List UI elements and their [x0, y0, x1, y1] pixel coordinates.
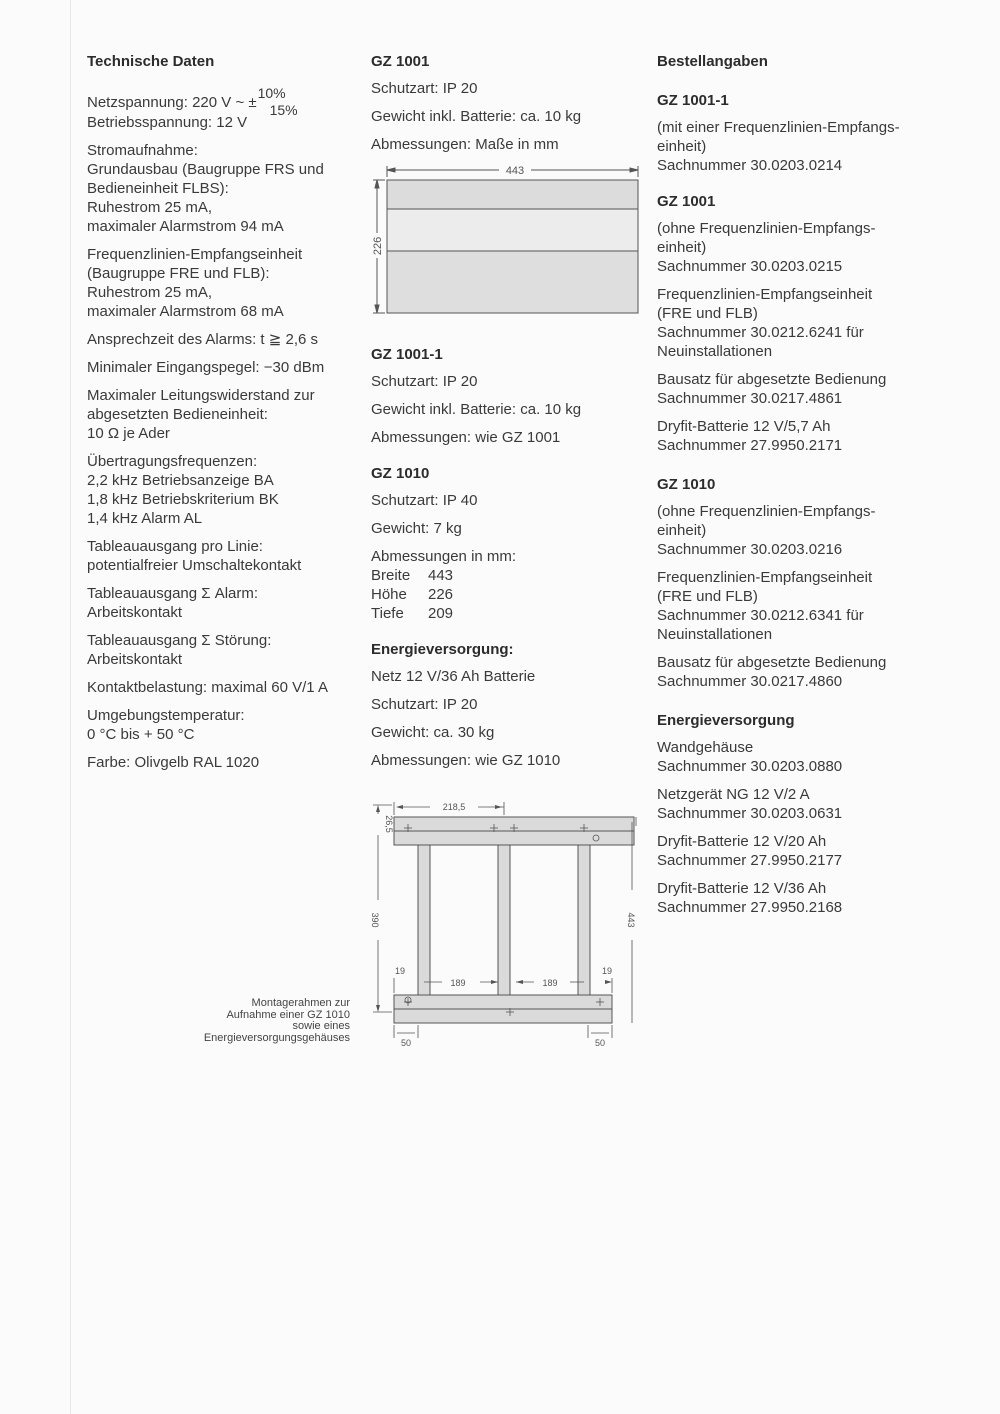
min-input-level: Minimaler Eingangspegel: −30 dBm	[87, 359, 325, 376]
order-power-heading: Energieversorgung	[657, 712, 795, 729]
dim-depth: Tiefe 209	[371, 605, 454, 622]
order-battery-36ah: Dryfit-Batterie 12 V/36 Ah Sachnummer 27.9950.2168	[657, 880, 843, 916]
order-battery-20ah: Dryfit-Batterie 12 V/20 Ah Sachnummer 27.9950.2177	[657, 833, 843, 869]
dim-26-5: 26,5	[384, 815, 394, 833]
page-fold-line	[70, 0, 71, 1414]
mounting-frame-diagram	[368, 800, 640, 1050]
technical-data-column	[87, 52, 357, 781]
operating-voltage: Betriebsspannung: 12 V	[87, 114, 248, 131]
order-power-unit: Netzgerät NG 12 V/2 A Sachnummer 30.0203.0631	[657, 786, 843, 822]
color-spec: Farbe: Olivgelb RAL 1020	[87, 754, 260, 771]
tableau-output-alarm: Tableauausgang Σ Alarm: Arbeitskontakt	[87, 585, 259, 621]
dim-443: 443	[626, 912, 636, 928]
gz1001-weight: Gewicht inkl. Batterie: ca. 10 kg	[371, 108, 582, 125]
gz1001-1-weight: Gewicht inkl. Batterie: ca. 10 kg	[371, 401, 582, 418]
tableau-output-line: Tableauausgang pro Linie: potentialfreier Umschaltekontakt	[87, 538, 302, 574]
gz1001-1-heading: GZ 1001-1	[371, 346, 443, 363]
tableau-output-fault: Tableauausgang Σ Störung: Arbeitskontakt	[87, 632, 272, 668]
order-gz1001-base: (ohne Frequenzlinien-Empfangs- einheit) Sachnummer 30.0203.0215	[657, 220, 876, 275]
frame-right-post	[578, 845, 590, 995]
order-gz1001-battery: Dryfit-Batterie 12 V/5,7 Ah Sachnummer 27.9950.2171	[657, 418, 843, 454]
technical-data-heading: Technische Daten	[87, 53, 215, 70]
order-gz1010-base: (ohne Frequenzlinien-Empfangs- einheit) Sachnummer 30.0203.0216	[657, 503, 876, 558]
frame-left-post	[418, 845, 430, 995]
power-supply-dimensions: Abmessungen: wie GZ 1010	[371, 752, 561, 769]
alarm-response-time: Ansprechzeit des Alarms: t ≧ 2,6 s	[87, 331, 318, 348]
dim-50-left: 50	[400, 1038, 412, 1048]
contact-load: Kontaktbelastung: maximal 60 V/1 A	[87, 679, 328, 696]
ambient-temperature: Umgebungstemperatur: 0 °C bis + 50 °C	[87, 707, 245, 743]
ordering-info-heading: Bestellangaben	[657, 53, 768, 70]
mains-voltage: Netzspannung: 220 V ~ ± 10% 15%	[87, 85, 298, 118]
order-gz1001-receiver: Frequenzlinien-Empfangseinheit (FRE und FLB) Sachnummer 30.0212.6241 für Neuinstallationen	[657, 286, 873, 360]
line-resistance: Maximaler Leitungswiderstand zur abgesetzten Bedieneinheit: 10 Ω je Ader	[87, 387, 315, 442]
dim-19-left: 19	[394, 966, 406, 976]
voltage-block	[87, 85, 357, 132]
order-gz1001-1-heading: GZ 1001-1	[657, 92, 729, 109]
gz1001-dimensions: Abmessungen: Maße in mm	[371, 136, 559, 153]
order-wall-housing: Wandgehäuse Sachnummer 30.0203.0880	[657, 739, 843, 775]
gz1010-heading: GZ 1010	[371, 465, 430, 482]
current-consumption: Stromaufnahme: Grundausbau (Baugruppe FRS und Bedieneinheit FLBS): Ruhestrom 25 mA, maximaler Alarmstrom 94 mA	[87, 142, 324, 235]
order-gz1010-remote-kit: Bausatz für abgesetzte Bedienung Sachnummer 30.0217.4860	[657, 654, 887, 690]
receiver-unit-current: Frequenzlinien-Empfangseinheit (Baugruppe FRE und FLB): Ruhestrom 25 mA, maximaler Alarmstrom 68 mA	[87, 246, 303, 320]
dim-50-right: 50	[594, 1038, 606, 1048]
dim-390: 390	[370, 912, 380, 928]
gz1001-bottom-panel	[387, 251, 638, 313]
gz1001-front-diagram	[371, 163, 651, 323]
gz1001-1-protection: Schutzart: IP 20	[371, 373, 478, 390]
gz1001-middle-panel	[387, 209, 638, 251]
power-supply-protection: Schutzart: IP 20	[371, 696, 478, 713]
order-gz1001-remote-kit: Bausatz für abgesetzte Bedienung Sachnummer 30.0217.4861	[657, 371, 887, 407]
frame-bottom-rail	[394, 995, 612, 1009]
order-gz1010-receiver: Frequenzlinien-Empfangseinheit (FRE und FLB) Sachnummer 30.0212.6341 für Neuinstallationen	[657, 569, 873, 643]
models-column	[371, 52, 641, 779]
gz1001-protection: Schutzart: IP 20	[371, 80, 478, 97]
transmission-frequencies: Übertragungsfrequenzen: 2,2 kHz Betriebsanzeige BA 1,8 kHz Betriebskriterium BK 1,4 kHz Alarm AL	[87, 453, 279, 527]
dim-height: Höhe 226	[371, 586, 454, 603]
voltage-tolerance: 10% 15%	[257, 85, 298, 118]
gz1001-top-panel	[387, 180, 638, 209]
power-supply-battery: Netz 12 V/36 Ah Batterie	[371, 668, 536, 685]
frame-middle-post	[498, 845, 510, 995]
gz1010-weight: Gewicht: 7 kg	[371, 520, 462, 537]
mounting-frame-caption: Montagerahmen zur Aufnahme einer GZ 1010 sowie eines Energieversorgungsgehäuses	[203, 997, 350, 1044]
gz1001-1-dimensions: Abmessungen: wie GZ 1001	[371, 429, 561, 446]
dim-189-right: 189	[542, 978, 558, 988]
power-supply-weight: Gewicht: ca. 30 kg	[371, 724, 495, 741]
dim-19-right: 19	[601, 966, 613, 976]
order-gz1001-heading: GZ 1001	[657, 193, 716, 210]
gz1001-heading: GZ 1001	[371, 53, 430, 70]
gz1001-width-label: 443	[505, 165, 525, 177]
dim-width: Breite 443	[371, 567, 454, 584]
gz1001-height-label: 226	[372, 236, 384, 256]
frame-top-rail-lower	[394, 831, 634, 845]
order-gz1010-heading: GZ 1010	[657, 476, 716, 493]
dim-218-5: 218,5	[442, 802, 466, 812]
power-supply-heading: Energieversorgung:	[371, 641, 514, 658]
gz1010-protection: Schutzart: IP 40	[371, 492, 478, 509]
ordering-info-column	[657, 52, 957, 926]
order-gz1001-1-block: (mit einer Frequenzlinien-Empfangs- einheit) Sachnummer 30.0203.0214	[657, 119, 900, 174]
frame-bottom-rail-lower	[394, 1009, 612, 1023]
gz1010-dimensions: Abmessungen in mm: Breite 443 Höhe 226 Tiefe 209	[371, 547, 641, 623]
dim-189-left: 189	[450, 978, 466, 988]
